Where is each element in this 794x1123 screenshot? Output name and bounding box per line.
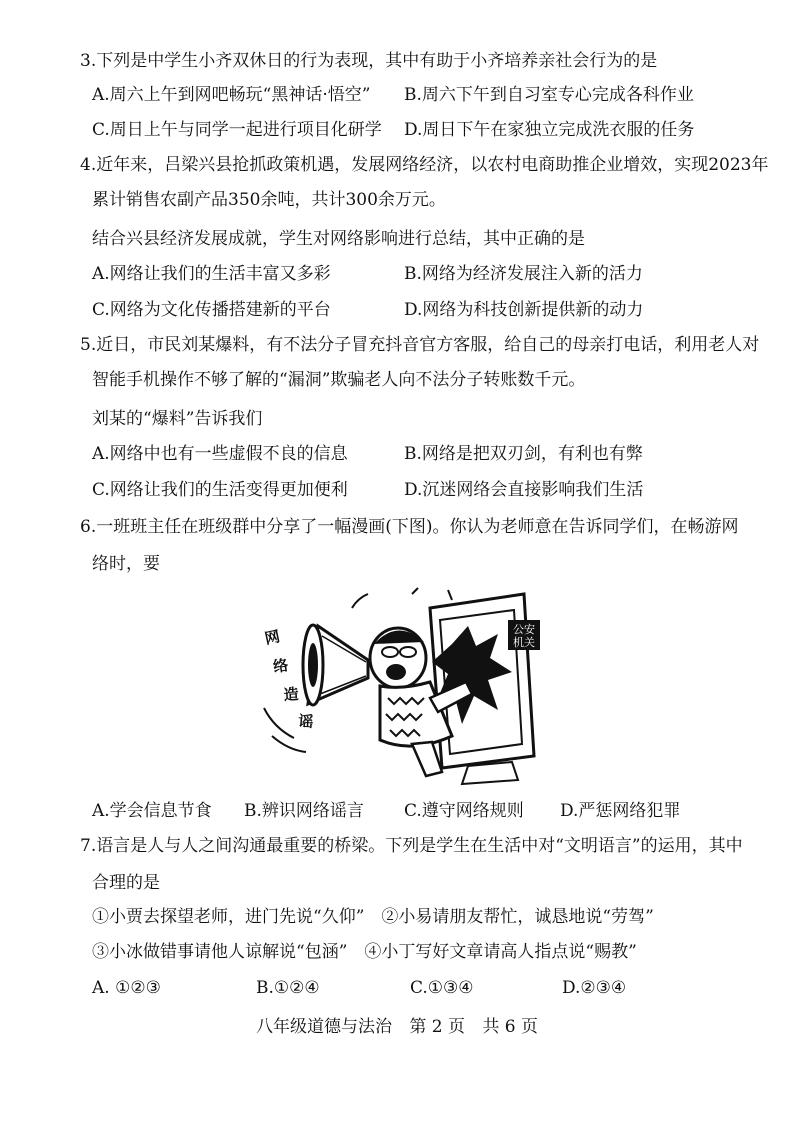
- footer-total-pages: 共 6 页: [482, 1017, 539, 1037]
- q3-option-d: D.周日下午在家独立完成洗衣服的任务: [404, 120, 695, 140]
- q4-stem-line3: 结合兴县经济发展成就，学生对网络影响进行总结，其中正确的是: [92, 229, 585, 249]
- q4-stem-line2: 累计销售农副产品350余吨，共计300余万元。: [92, 190, 446, 210]
- q6-stem-line1: 6.一班班主任在班级群中分享了一幅漫画(下图)。你认为老师意在告诉同学们，在畅游网: [80, 517, 739, 537]
- page-footer: [0, 1016, 794, 1038]
- q7-items-line1: ①小贾去探望老师，进门先说“久仰” ②小易请朋友帮忙，诚恳地说“劳驾”: [92, 907, 654, 927]
- rumor-char-4: 谣: [297, 712, 314, 732]
- q5-option-a: A.网络中也有一些虚假不良的信息: [92, 444, 348, 464]
- q7-option-d: D.②③④: [562, 978, 627, 998]
- q5-option-d: D.沉迷网络会直接影响我们生活: [404, 480, 644, 500]
- q7-option-c: C.①③④: [410, 978, 474, 998]
- q3-option-c: C.周日上午与同学一起进行项目化研学: [92, 120, 382, 140]
- q7-stem-line1: 7.语言是人与人之间沟通最重要的桥梁。下列是学生在生活中对“文明语言”的运用，其中: [80, 836, 743, 856]
- rumor-char-1: 网: [263, 627, 282, 648]
- q5-stem-line2: 智能手机操作不够了解的“漏洞”欺骗老人向不法分子转账数千元。: [92, 370, 586, 390]
- q5-option-b: B.网络是把双刃剑，有利也有弊: [404, 444, 643, 464]
- q4-stem-line1: 4.近年来，吕梁兴县抢抓政策机遇，发展网络经济，以农村电商助推企业增效，实现2023年: [80, 155, 769, 175]
- q7-items-line2: ③小冰做错事请他人谅解说“包涵” ④小丁写好文章请高人指点说“赐教”: [92, 942, 637, 962]
- police-sign-line1: 公安: [513, 623, 535, 636]
- q7-stem-line2: 合理的是: [92, 873, 160, 893]
- q4-option-d: D.网络为科技创新提供新的动力: [404, 300, 644, 320]
- q6-stem-line2: 络时，要: [92, 554, 160, 574]
- q4-option-c: C.网络为文化传播搭建新的平台: [92, 300, 331, 320]
- q5-stem-line1: 5.近日，市民刘某爆料，有不法分子冒充抖音官方客服，给自己的母亲打电话，利用老人对: [80, 335, 760, 355]
- q7-option-b: B.①②④: [256, 978, 320, 998]
- q3-option-b: B.周六下午到自习室专心完成各科作业: [404, 85, 694, 105]
- rumor-char-2: 络: [272, 656, 290, 676]
- q4-option-a: A.网络让我们的生活丰富又多彩: [92, 264, 331, 284]
- footer-subject: 八年级道德与法治: [255, 1017, 392, 1037]
- q5-option-c: C.网络让我们的生活变得更加便利: [92, 480, 348, 500]
- q7-option-a: A. ①②③: [92, 978, 161, 998]
- q3-option-a: A.周六上午到网吧畅玩“黑神话·悟空”: [92, 85, 371, 105]
- monitor-drawing: [430, 594, 540, 784]
- footer-page-number: 第 2 页: [409, 1017, 465, 1037]
- q4-option-b: B.网络为经济发展注入新的活力: [404, 264, 643, 284]
- q6-option-c: C.遵守网络规则: [404, 801, 524, 821]
- q6-option-a: A.学会信息节食: [92, 801, 212, 821]
- police-sign-line2: 机关: [513, 636, 535, 649]
- megaphone-drawing: [303, 625, 368, 705]
- q6-option-b: B.辨识网络谣言: [244, 801, 364, 821]
- rumor-char-3: 造: [283, 684, 300, 704]
- q6-option-d: D.严惩网络犯罪: [560, 801, 681, 821]
- rumor-cartoon-image: [262, 586, 552, 786]
- q3-stem: 3.下列是中学生小齐双休日的行为表现，其中有助于小齐培养亲社会行为的是: [80, 51, 658, 71]
- q5-stem-line3: 刘某的“爆料”告诉我们: [92, 409, 263, 429]
